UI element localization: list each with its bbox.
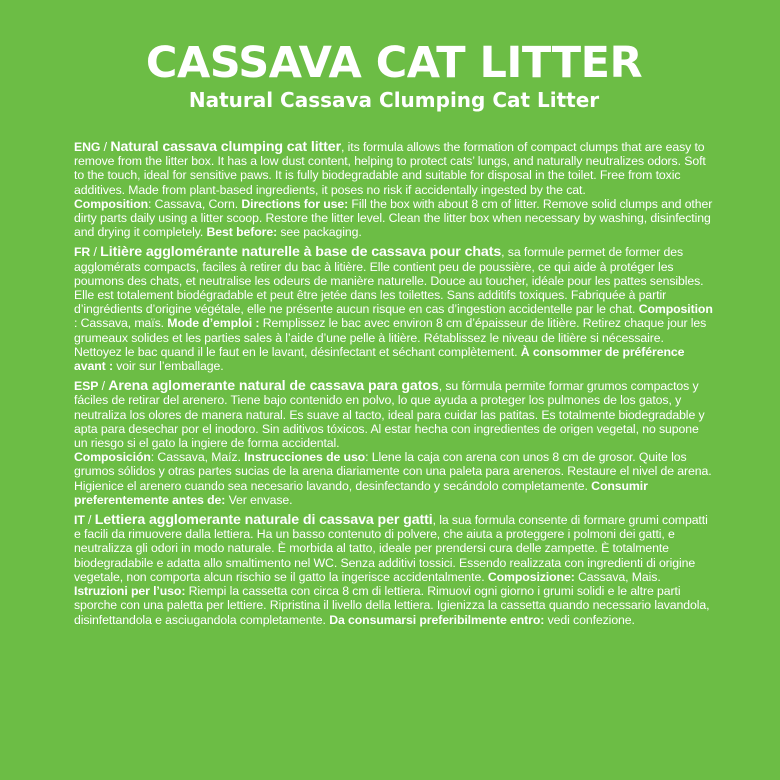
directions-label: Instrucciones de uso [244,450,366,465]
language-sections [74,140,714,627]
directions-label: Istruzioni per l’uso: [74,584,186,599]
language-code: FR [74,245,91,260]
section-it [74,513,714,627]
directions-label: Directions for use: [241,196,349,211]
language-code: IT [74,513,85,528]
language-code: ENG [74,140,101,154]
language-separator: / [90,245,101,260]
directions-text: Fill the box with about 8 cm of litter. Remove solid clumps and other dirty parts daily using a litter scoop. Restore the litter level. Clean the litter box when necessary by washing, disinfecting and drying it completely. [74,196,713,240]
section-heading: Lettiera agglomerante naturale di cassava per gatti [94,512,433,529]
directions-label: Mode d’emploi : [167,316,260,331]
directions-text: : Llene la caja con arena con unos 8 cm de grosor. Quite los grumos sólidos y otras partes sucias de la arena diariamente con una paleta para areneros. Restaure el nivel de arena. Higienice el arenero cuando sea necesario lavando, desinfectando y secándolo completamente. [74,450,712,493]
composition-text: Cassava, Mais. [574,569,661,584]
section-body: , its formula allows the formation of compact clumps that are easy to remove from the litter box. It has a low dust content, helping to protect cats’ lungs, and naturally neutralizes odors. Soft to the touch, ideal for sensitive paws. It is fully biodegradable and suitable for disposal in the toilet. Free from toxic additives. Made from plant-based ingredients, it poses no risk if accidentally ingested by the cat. [74,140,706,197]
best-before-text: Ver envase. [225,492,293,507]
language-separator: / [100,140,111,154]
composition-text: : Cassava, Maíz. [150,450,245,465]
section-heading: Litière agglomérante naturelle à base de cassava pour chats [100,244,502,261]
product-title: CASSAVA CAT LITTER [145,38,643,88]
composition-label: Composición [74,450,151,465]
language-code: ESP [74,379,99,394]
section-body: , la sua formula consente di formare grumi compatti e facili da rimuovere dalla lettiera. Ha un basso contenuto di polvere, che aiuta a proteggere i polmoni dei gatti, e neutralizza gli odori in modo naturale. È morbida al tatto, ideale per prendersi cura delle zampette. È totalmente biodegradabile e adatta allo smaltimento nel WC. Senza additivi tossici. Essendo realizzata con ingredienti di origine vegetale, non comporta alcun rischio se il gatto la ingerisce accidentalmente. [74,513,708,584]
directions-text: Remplissez le bac avec environ 8 cm d’épaisseur de litière. Retirez chaque jour les grumeaux solides et les parties sales à l’aide d’une pelle à litière. Rétablissez le niveau de litière si nécessaire. Nettoyez le bac quand il le faut en le lavant, désinfectant et séchant complètement. [74,316,707,359]
directions-text: Riempi la cassetta con circa 8 cm di lettiera. Rimuovi ogni giorno i grumi solidi e le altre parti sporche con una paletta per lettiere. Ripristina il livello della lettiera. Igienizza la cassetta quando necessario lavandola, disinfettandola e asciugandola completamente. [74,584,710,627]
language-separator: / [98,379,109,394]
section-heading: Arena aglomerante natural de cassava para gatos [108,378,439,395]
best-before-label: Best before: [206,225,278,240]
section-heading: Natural cassava clumping cat litter [110,139,341,155]
composition-text: : Cassava, Corn. [148,196,242,211]
best-before-label: Da consumarsi preferibilmente entro: [329,612,545,627]
section-fr [74,245,714,373]
best-before-label: Consumir preferentemente antes de: [74,478,648,507]
section-eng [74,140,714,239]
language-separator: / [84,513,95,528]
best-before-text: see packaging. [277,225,362,240]
product-subtitle: Natural Cassava Clumping Cat Litter [188,88,600,112]
section-body: , sa formule permet de former des agglomérats compacts, faciles à retirer du bac à litière. Elle contient peu de poussière, ce qui aide à protéger les poumons des chats, et neutralise les odeurs de manière naturelle. Douce au toucher, idéale pour les pattes sensibles. Elle est totalement biodégradable et peut être jetée dans les toilettes. Sans additifs toxiques. Fabriquée à partir d’ingrédients d’origine végétale, elle ne présente aucun risque en cas d’ingestion accidentelle par le chat. [74,245,704,317]
best-before-text: voir sur l’emballage. [112,359,224,374]
label-header [74,0,714,112]
composition-label: Composition [74,196,149,211]
composition-text: : Cassava, maïs. [74,316,168,331]
composition-label: Composition [638,302,713,317]
composition-label: Composizione: [487,569,575,584]
section-body: , su fórmula permite formar grumos compactos y fáciles de retirar del arenero. Tiene bajo contenido en polvo, lo que ayuda a proteger los pulmones de los gatos, y neutraliza los olores de manera natural. Es suave al tacto, ideal para cuidar las patitas. Es totalmente biodegradable y apta para desechar por el inodoro. Sin aditivos tóxicos. Al estar hecha con ingredientes de origen vegetal, no supone un riesgo si el gato la ingiere de forma accidental. [74,379,705,451]
best-before-text: vedi confezione. [544,612,635,627]
best-before-label: À consommer de préférence avant : [74,344,685,374]
section-esp [74,379,714,507]
